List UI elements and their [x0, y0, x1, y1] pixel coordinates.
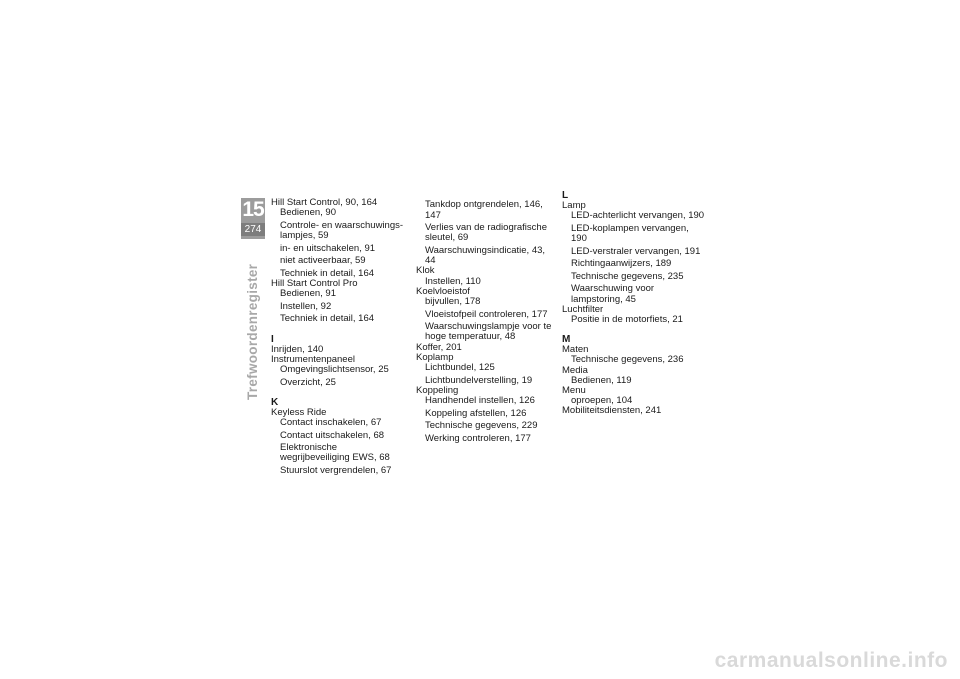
- index-subentry: Technische gegevens, 229: [425, 420, 538, 432]
- index-subentry: Bedienen, 91: [280, 288, 336, 300]
- index-entry: Media: [562, 364, 588, 376]
- index-entry: Lamp: [562, 200, 586, 211]
- index-subentry: niet activeerbaar, 59: [280, 255, 366, 267]
- index-subentry: Verlies van de radiografische sleutel, 69: [425, 222, 547, 244]
- index-subentry: Lichtbundel, 125: [425, 362, 495, 373]
- index-subentry: Stuurslot vergrendelen, 67: [280, 464, 392, 476]
- index-entry: Koplamp: [416, 351, 454, 363]
- index-letter: L: [562, 190, 569, 201]
- index-subentry: Technische gegevens, 235: [571, 270, 684, 282]
- index-subentry: Techniek in detail, 164: [280, 313, 375, 325]
- index-entry: Instrumentenpaneel: [271, 353, 355, 365]
- index-subentry: Lichtbundelverstelling, 19: [425, 374, 533, 386]
- chapter-number: 15: [242, 198, 264, 221]
- index-subentry: Bedienen, 119: [571, 374, 632, 386]
- index-entry: Koffer, 201: [416, 341, 462, 353]
- index-entry: Koelvloeistof: [416, 285, 470, 297]
- index-subentry: oproepen, 104: [571, 395, 633, 407]
- index-subentry: in- en uitschakelen, 91: [280, 242, 376, 254]
- index-entry: Mobiliteitsdiensten, 241: [562, 405, 662, 417]
- section-title: Trefwoordenregister: [245, 263, 260, 400]
- index-subentry: Contact inschakelen, 67: [280, 416, 382, 428]
- index-subentry: bijvullen, 178: [425, 296, 481, 307]
- index-subentry: Waarschuwingsindicatie, 43, 44: [425, 244, 546, 267]
- index-entry: Klok: [416, 265, 435, 277]
- index-subentry: LED-achterlicht vervangen, 190: [571, 210, 705, 222]
- index-subentry: Contact uitschakelen, 68: [280, 429, 385, 441]
- index-subentry: Werking controleren, 177: [425, 432, 531, 444]
- index-subentry: Richtingaanwijzers, 189: [571, 258, 672, 270]
- index-entry: Maten: [562, 344, 589, 356]
- page-number: 274: [241, 223, 265, 236]
- index-column-3: [562, 190, 707, 417]
- index-entry: Menu: [562, 385, 586, 396]
- index-subentry: Waarschuwing voor lampstoring, 45: [571, 283, 655, 305]
- index-entry: Inrijden, 140: [271, 343, 324, 355]
- index-entry: Luchtfilter: [562, 303, 604, 315]
- index-entry: Keyless Ride: [271, 406, 327, 418]
- index-subentry: Positie in de motorfiets, 21: [571, 313, 683, 325]
- index-letter: M: [562, 334, 571, 346]
- index-entry: Hill Start Control, 90, 164: [271, 197, 378, 208]
- index-entry: Koppeling: [416, 384, 459, 396]
- index-subentry: Controle- en waarschuwings-lampjes, 59: [280, 219, 404, 241]
- index-subentry: Bedienen, 90: [280, 207, 336, 219]
- index-subentry: Handhendel instellen, 126: [425, 395, 535, 406]
- watermark: carmanualsonline.info: [714, 649, 948, 672]
- index-letter: I: [271, 333, 274, 345]
- index-subentry: Koppeling afstellen, 126: [425, 407, 527, 419]
- chapter-tab: [241, 198, 265, 239]
- index-subentry: Instellen, 92: [280, 300, 332, 312]
- index-subentry: Elektronische wegrijbeveiliging EWS, 68: [280, 442, 390, 464]
- index-subentry: Techniek in detail, 164: [280, 267, 375, 279]
- index-subentry: Overzicht, 25: [280, 376, 336, 388]
- index-column-1: [271, 198, 406, 476]
- index-subentry: Instellen, 110: [425, 275, 481, 287]
- index-entry: Hill Start Control Pro: [271, 277, 358, 289]
- index-subentry: Vloeistofpeil controleren, 177: [425, 308, 548, 320]
- index-subentry: Technische gegevens, 236: [571, 354, 684, 366]
- index-subentry: Waarschuwingslampje voor te hoge temperatuur, 48: [425, 321, 552, 343]
- index-letter: K: [271, 396, 279, 408]
- index-subentry: Omgevingslichtsensor, 25: [280, 363, 389, 375]
- index-subentry: Tankdop ontgrendelen, 146, 147: [425, 199, 543, 221]
- index-subentry: LED-koplampen vervangen, 190: [571, 222, 689, 244]
- index-column-2: [416, 198, 556, 444]
- index-subentry: LED-verstraler vervangen, 191: [571, 245, 701, 257]
